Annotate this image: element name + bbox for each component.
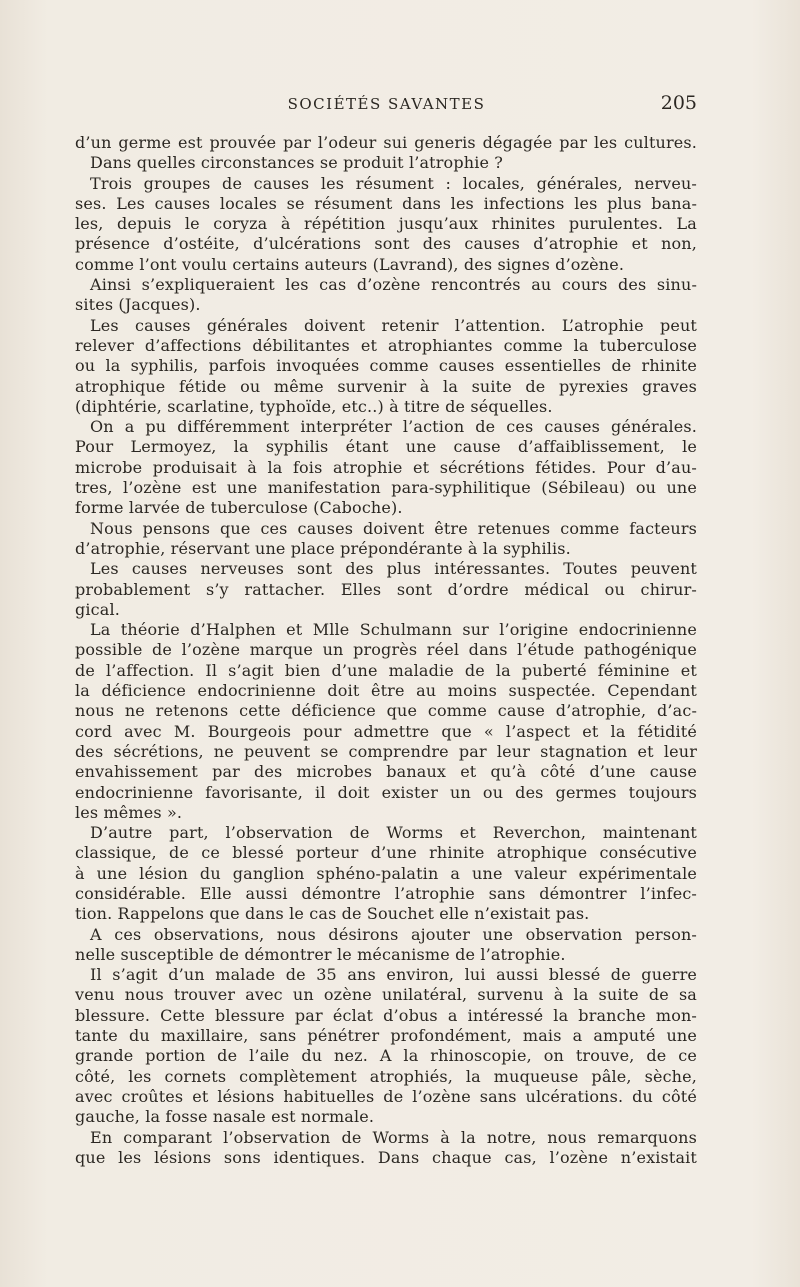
- text-line: Les causes nerveuses sont des plus intéressantes. Toutes peuvent: [90, 559, 697, 579]
- text-line: avec croûtes et lésions habituelles de l’ozène sans ulcérations. du côté: [75, 1086, 697, 1106]
- text-line: de l’affection. Il s’agit bien d’une maladie de la puberté féminine et: [75, 660, 697, 680]
- running-header: [76, 92, 697, 116]
- text-line: la déficience endocrinienne doit être au moins suspectée. Cependant: [75, 681, 697, 701]
- text-line: On a pu différemment interpréter l’action de ces causes générales.: [90, 417, 697, 437]
- text-line: cord avec M. Bourgeois pour admettre que « l’aspect et la fétidité: [75, 721, 697, 741]
- text-line: Il s’agit d’un malade de 35 ans environ, lui aussi blessé de guerre: [90, 965, 697, 985]
- text-line: nelle susceptible de démontrer le mécanisme de l’atrophie.: [75, 944, 566, 964]
- text-line: probablement s’y rattacher. Elles sont d’ordre médical ou chirur-: [75, 579, 697, 599]
- text-line: ou la syphilis, parfois invoquées comme causes essentielles de rhinite: [75, 356, 697, 376]
- text-line: les, depuis le coryza à répétition jusqu’aux rhinites purulentes. La: [75, 214, 697, 234]
- text-line: Nous pensons que ces causes doivent être retenues comme facteurs: [90, 518, 697, 538]
- text-line: Pour Lermoyez, la syphilis étant une cause d’affaiblissement, le: [75, 437, 697, 457]
- text-line: présence d’ostéite, d’ulcérations sont des causes d’atrophie et non,: [75, 234, 697, 254]
- text-line: nous ne retenons cette déficience que comme cause d’atrophie, d’ac-: [75, 701, 697, 721]
- text-line: Les causes générales doivent retenir l’attention. L’atrophie peut: [90, 315, 697, 335]
- text-line: tion. Rappelons que dans le cas de Souchet elle n’existait pas.: [75, 904, 590, 924]
- text-line: Ainsi s’expliqueraient les cas d’ozène rencontrés au cours des sinu-: [90, 275, 697, 295]
- text-line: endocrinienne favorisante, il doit exister un ou des germes toujours: [75, 782, 697, 802]
- text-line: à une lésion du ganglion sphéno-palatin a une valeur expérimentale: [75, 863, 697, 883]
- text-line: d’un germe est prouvée par l’odeur sui generis dégagée par les cultures.: [75, 133, 697, 152]
- text-line: comme l’ont voulu certains auteurs (Lavrand), des signes d’ozène.: [75, 254, 625, 274]
- page-number: 205: [660, 92, 697, 114]
- text-line: gauche, la fosse nasale est normale.: [75, 1107, 375, 1127]
- text-line: sites (Jacques).: [75, 295, 201, 315]
- text-line: considérable. Elle aussi démontre l’atrophie sans démontrer l’infec-: [75, 883, 697, 903]
- text-line: que les lésions sons identiques. Dans chaque cas, l’ozène n’existait: [75, 1147, 697, 1167]
- text-line: relever d’affections débilitantes et atrophiantes comme la tuberculose: [75, 335, 697, 355]
- text-line: En comparant l’observation de Worms à la notre, nous remarquons: [90, 1127, 697, 1147]
- text-line: A ces observations, nous désirons ajouter une observation person-: [90, 924, 697, 944]
- text-line: des sécrétions, ne peuvent se comprendre par leur stagnation et leur: [75, 741, 697, 761]
- text-line: La théorie d’Halphen et Mlle Schulmann sur l’origine endocrinienne: [90, 620, 697, 640]
- text-line: blessure. Cette blessure par éclat d’obus a intéressé la branche mon-: [75, 1005, 697, 1025]
- body-text: [75, 133, 697, 1168]
- text-line: classique, de ce blessé porteur d’une rhinite atrophique consécutive: [75, 843, 697, 863]
- text-line: atrophique fétide ou même survenir à la suite de pyrexies graves: [75, 376, 697, 396]
- text-line: forme larvée de tuberculose (Caboche).: [75, 498, 403, 518]
- text-line: côté, les cornets complètement atrophiés, la muqueuse pâle, sèche,: [75, 1066, 697, 1086]
- text-line: ses. Les causes locales se résument dans les infections les plus bana-: [75, 193, 697, 213]
- text-line: d’atrophie, réservant une place prépondérante à la syphilis.: [75, 538, 571, 558]
- text-line: grande portion de l’aile du nez. A la rhinoscopie, on trouve, de ce: [75, 1046, 697, 1066]
- text-line: D’autre part, l’observation de Worms et Reverchon, maintenant: [90, 823, 697, 843]
- text-line: possible de l’ozène marque un progrès réel dans l’étude pathogénique: [75, 640, 697, 660]
- running-title: SOCIÉTÉS SAVANTES: [287, 95, 486, 113]
- text-line: gical.: [75, 599, 120, 619]
- text-line: venu nous trouver avec un ozène unilatéral, survenu à la suite de sa: [75, 985, 697, 1005]
- text-line: tres, l’ozène est une manifestation para-syphilitique (Sébileau) ou une: [75, 478, 697, 498]
- text-line: envahissement par des microbes banaux et qu’à côté d’une cause: [75, 762, 697, 782]
- text-line: tante du maxillaire, sans pénétrer profondément, mais a amputé une: [75, 1026, 697, 1046]
- text-line: microbe produisait à la fois atrophie et sécrétions fétides. Pour d’au-: [75, 457, 697, 477]
- text-line: Dans quelles circonstances se produit l’atrophie ?: [90, 153, 504, 173]
- text-line: (diphtérie, scarlatine, typhoïde, etc..) à titre de séquelles.: [75, 396, 553, 416]
- text-line: les mêmes ».: [75, 802, 183, 822]
- text-line: Trois groupes de causes les résument : locales, générales, nerveu-: [90, 173, 697, 193]
